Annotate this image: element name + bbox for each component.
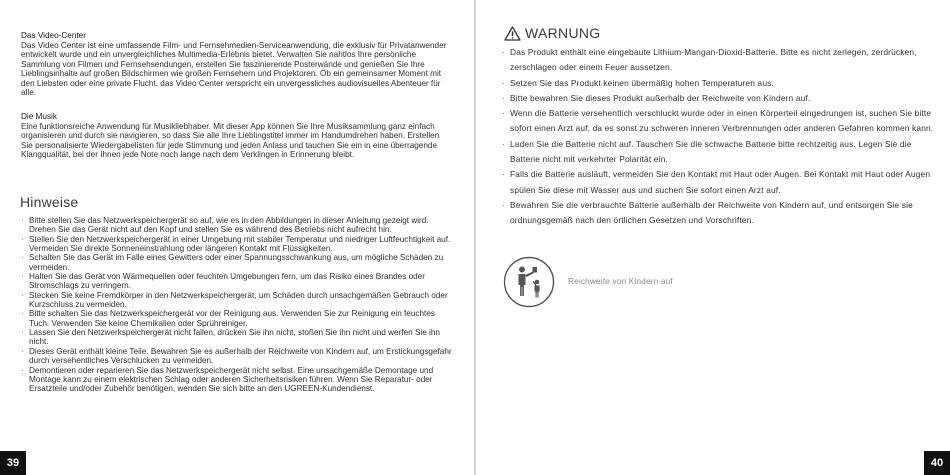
list-item: · Lassen Sie den Netzwerkspeichergerät nicht fallen, drücken Sie ihn nicht, stoßen Sie ihn nicht und werfen Sie ihn nicht. <box>21 328 453 347</box>
keep-away-from-children-icon <box>503 256 555 308</box>
list-item: · Dieses Gerät enthält kleine Teile. Bewahren Sie es außerhalb der Reichweite von Kindern auf, um Erstickungsgefahr durch versehentliches Verschlucken zu vermeiden. <box>21 347 453 366</box>
music-heading: Die Musik <box>21 112 57 121</box>
list-item: · Demontieren oder reparieren Sie das Netzwerkspeichergerät nicht selbst. Eine unsachgemäße Demontage und Montage kann zu einem elektrischen Schlag oder anderen Sicherheitsrisiken führen. Wenn Sie Reparatur- oder Ersatzteile und/oder Zubehör benötigen, wenden Sie sich bitte an den UGREEN-Kundendienst. <box>21 366 453 394</box>
list-item: · Bitte stellen Sie das Netzwerkspeichergerät so auf, wie es in den Abbildungen in dieser Anleitung gezeigt wird. Drehen Sie das Gerät nicht auf den Kopf und stellen Sie es während des Betriebs nicht aufrecht hin. <box>21 216 453 235</box>
list-item: · Wenn die Batterie versehentlich verschluckt wurde oder in einen Körperteil eingedrungen ist, suchen Sie bitte sofort einen Arzt auf, da es sonst zu schweren inneren Verbrennungen oder anderen Gefahren kommen kann. <box>502 106 944 137</box>
list-item: · Stecken Sie keine Fremdkörper in den Netzwerkspeichergerät, um Schäden durch unsachgemäßen Gebrauch oder Kurzschluss zu vermeiden. <box>21 291 453 310</box>
video-center-paragraph: Das Video Center ist eine umfassende Film- und Fernsehmedien-Serviceanwendung, die exklusiv für Privatanwender entwickelt wurde und ein unvergleichliches Multimedia-Erlebnis bietet. Verwalten Sie nahtlos Ihre persönliche Sammlung von Filmen und Fernsehsendungen, erstellen Sie faszinierende Posterwände und genießen Sie Ihre Lieblingsinhalte auf großen Bildschirmen wie großen Fernsehern und Projektoren. Ob ein gemeinsamer Moment mit den Liebsten oder eine private Flucht, das Video Center verspricht ein unvergessliches audiovisuelles Abenteuer für alle. <box>21 41 447 98</box>
video-center-heading: Das Video-Center <box>21 31 86 40</box>
warning-list <box>502 45 944 229</box>
warning-triangle-icon <box>504 26 521 41</box>
hinweise-heading: Hinweise <box>20 194 79 210</box>
list-item: · Das Produkt enthält eine eingebaute Lithium-Mangan-Dioxid-Batterie. Bitte es nicht zerlegen, zerdrücken, zerschlagen oder einem Feuer aussetzen. <box>502 45 944 76</box>
hinweise-list <box>21 216 453 394</box>
list-item: · Falls die Batterie ausläuft, vermeiden Sie den Kontakt mit Haut oder Augen. Bei Kontakt mit Haut oder Augen spülen Sie diese mit Wasser aus und suchen Sie sofort einen Arzt auf. <box>502 167 944 198</box>
list-item: · Bitte bewahren Sie dieses Produkt außerhalb der Reichweite von Kindern auf. <box>502 91 944 106</box>
warning-header <box>504 25 600 41</box>
list-item: · Schalten Sie das Gerät im Falle eines Gewitters oder einer Spannungsschwankung aus, um mögliche Schäden zu vermeiden. <box>21 253 453 272</box>
list-item: · Bitte schalten Sie das Netzwerkspeichergerät vor der Reinigung aus. Verwenden Sie zur Reinigung ein feuchtes Tuch. Verwenden Sie keine Chemikalien oder Sprühreiniger. <box>21 309 453 328</box>
page-number-right: 40 <box>924 451 950 475</box>
list-item: · Halten Sie das Gerät von Wärmequellen oder feuchten Umgebungen fern, um das Risiko eines Brandes oder Stromschlags zu verringern. <box>21 272 453 291</box>
right-page <box>476 0 950 475</box>
page-number-left: 39 <box>0 451 26 475</box>
list-item: · Bewahren Sie die verbrauchte Batterie außerhalb der Reichweite von Kindern auf, und entsorgen Sie sie ordnungsgemäß nach den örtlichen Gesetzen und Vorschriften. <box>502 198 944 229</box>
list-item: · Setzen Sie das Produkt keinen übermäßig hohen Temperaturen aus. <box>502 76 944 91</box>
list-item: · Stellen Sie den Netzwerkspeichergerät in einer Umgebung mit stabiler Temperatur und niedriger Luftfeuchtigkeit auf. Vermeiden Sie direkte Sonneneinstrahlung oder längeren Kontakt mit Flüssigkeiten. <box>21 235 453 254</box>
left-page <box>0 0 474 475</box>
child-symbol-caption: Reichweite von Kindern auf <box>568 277 673 286</box>
warning-title: WARNUNG <box>525 25 601 41</box>
list-item: · Laden Sie die Batterie nicht auf. Tauschen Sie die schwache Batterie bitte rechtzeitig aus. Legen Sie die Batterie nicht mit verkehrter Polarität ein. <box>502 137 944 168</box>
music-paragraph: Eine funktionsreiche Anwendung für Musikliebhaber. Mit dieser App können Sie Ihre Musiksammlung ganz einfach organisieren und durch sie navigieren, so dass Sie alle Ihre Lieblingstitel immer im Handumdrehen haben. Erstellen Sie personalisierte Wiedergabelisten für jede Stimmung und jeden Anlass und tauchen Sie ein in eine überragende Klangqualität, bei der Ihnen jede Note noch lange nach dem Verklingen in Erinnerung bleibt. <box>21 122 440 160</box>
